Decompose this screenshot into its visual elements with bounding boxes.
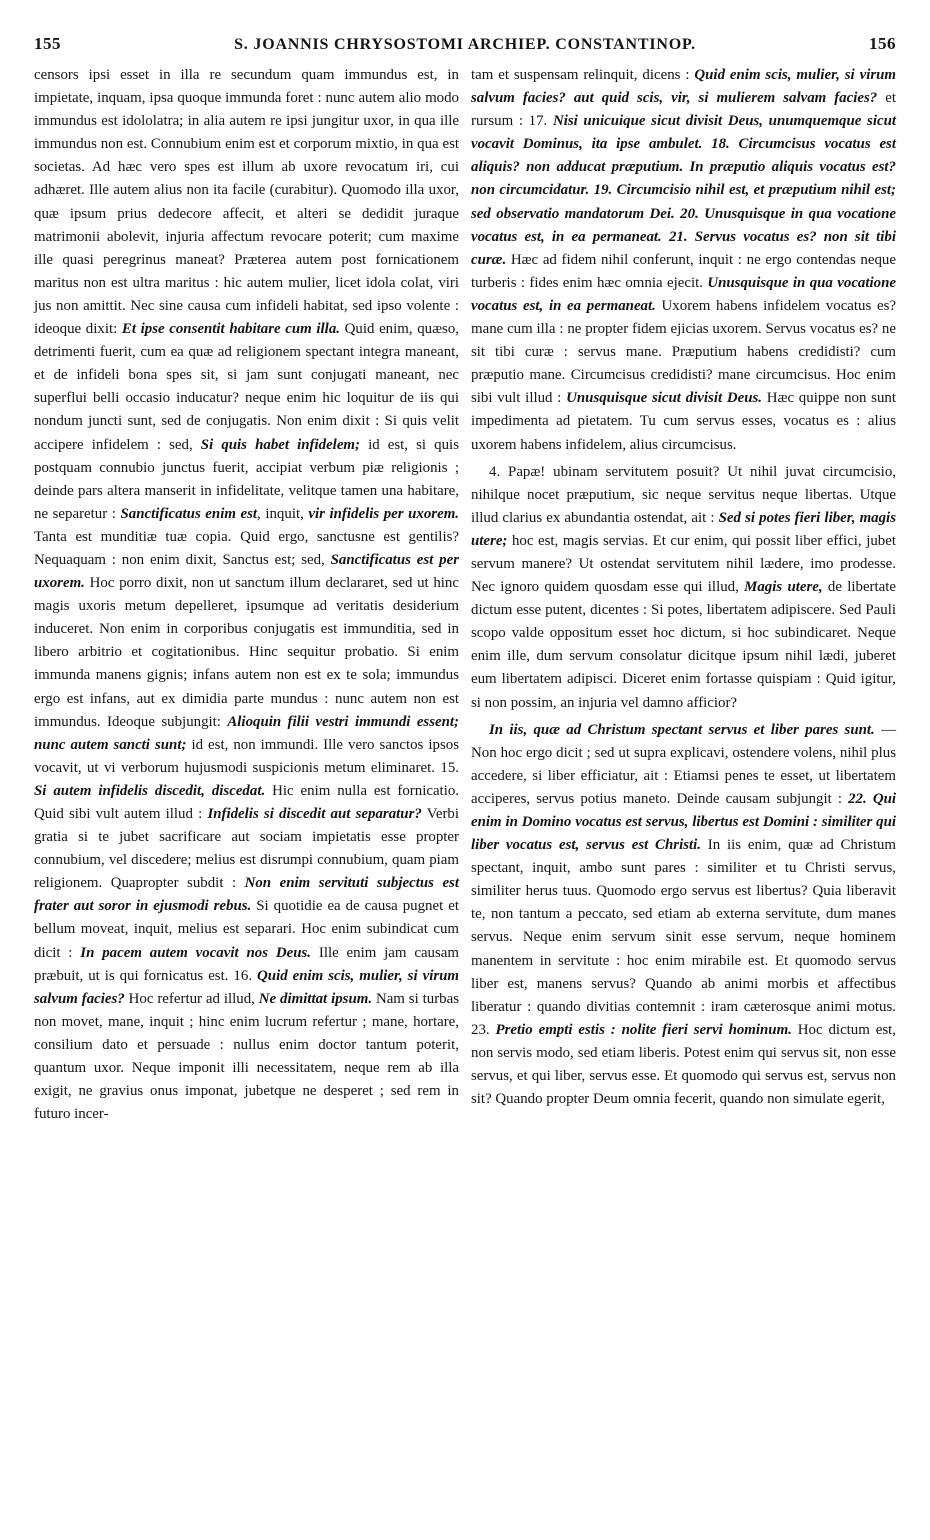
text-run: censors ipsi esset in illa re secundum quam immundus est, in impietate, inquam, ipsa quoque immunda foret : nunc autem alio modo immundus est idololatra; in alia autem re ipsi jungitur uxor, in qua ille immundus non est. Connubium enim est et corporum mixtio, in qua est societas. Ad hæc vero spes est illum ab uxore revocatum iri, cui adhæret. Ille autem alius non ita facile (curabitur). Quomodo illa uxor, quæ ipsum prius dedecore affecit, et alteri se dedidit juraque matrimonii abolevit, injuria affectum revocare poterit; cum maxime ille quasi peregrinus maneat? Præterea autem post fornicationem maritus non est ultra maritus : hic autem mulier, licet idola colat, viri jus non amittit. Nec sine causa cum infideli habitat, sed ipso volente : ideoque dixit: <box>34 67 459 338</box>
running-title: S. JOANNIS CHRYSOSTOMI ARCHIEP. CONSTANTINOP. <box>234 36 696 53</box>
text-run: Hic enim nulla est fornicatio. Quid sibi vult autem illud : <box>34 782 459 822</box>
scripture-quote: Et ipse consentit habitare cum illa. <box>121 321 340 338</box>
text-run: Si quotidie ea de causa pugnet et bellum moveat, inquit, melius est separari. Hoc enim subindicat cum dicit : <box>34 898 459 961</box>
text-run: Tanta est munditiæ tuæ copia. Quid ergo, sanctusne est gentilis? Nequaquam : non enim dixit, Sanctus est; sed, <box>34 528 459 568</box>
section-heading-quote: In iis, quæ ad Christum spectant servus et liber pares sunt. <box>489 721 875 738</box>
scripture-quote: Quid enim scis, mulier, si virum salvum facies? <box>34 967 459 1007</box>
text-run: Uxorem habens infidelem vocatus es? mane cum illa : ne propter fidem ejicias uxorem. Servus vocatus es? ne sit tibi curæ : servus mane. Præputium habens credidisti? cum præputio mane. Circumcisus credidisti? mane circumcisus. Hoc enim sibi vult illud : <box>471 297 896 407</box>
text-run: In iis enim, quæ ad Christum spectant, inquit, ambo sunt pares : similiter et tu Christi servus, similiter herus tuus. Quomodo ergo servus est libertus? Quia liberavit te, non tantum a peccato, sed etiam ab externa servitute, dum manes servus. Neque enim servum sinit esse servum, neque hominem manentem in servitute : hoc enim mirabile est. Et quomodo servus liber est, manens servus? Quando ab animi morbis et affectibus liberatur : quando divitias contemnit : iram cæterosque animi motus. 23. <box>471 837 896 1038</box>
paragraph <box>471 719 896 1112</box>
scripture-quote: Sanctificatus est per uxorem. <box>34 551 459 592</box>
text-run: et rursum : 17. <box>471 90 896 130</box>
page-number-left: 155 <box>34 34 61 53</box>
right-column <box>471 64 896 1126</box>
scripture-quote: Unusquisque in qua vocatione vocatus est, in ea permaneat. <box>471 274 896 314</box>
scripture-quote: Quid enim scis, mulier, si virum salvum facies? aut quid scis, vir, si mulierem salvam facies? <box>471 67 896 107</box>
scripture-quote: Ne dimittat ipsum. <box>258 990 373 1007</box>
scripture-quote: Infidelis si discedit aut separatur? <box>207 806 422 822</box>
scripture-quote: Non enim servituti subjectus est frater aut soror in ejusmodi rebus. <box>34 875 459 915</box>
text-run: id est, si quis postquam connubio junctus fuerit, accipiat verbum piæ religionis ; deinde pars altera manserit in infidelitate, velitque tamen una habitare, ne separetur : <box>34 436 459 522</box>
text-run: Hæc ad fidem nihil conferunt, inquit : ne ergo contendas neque turberis : fides enim hæc omnia ejecit. <box>471 251 896 291</box>
paragraph <box>34 64 459 1126</box>
text-run: Hoc porro dixit, non ut sanctum illum declararet, sed ut hinc magis uxoris metum depelleret, ipsumque ad veritatis desiderium induceret. Non enim in corporibus conjugatis est immunditia, sed in libero arbitrio et cogitationibus. Hinc sequitur probatio. Si enim immunda manens gignis; infans autem non est ex te sola; immundus ergo est infans, aut ex dimidia parte mundus : nunc autem non est immundus. Ideoque subjungit: <box>34 575 459 730</box>
scripture-quote: Pretio empti estis : nolite fieri servi hominum. <box>495 1021 792 1038</box>
text-run: Hoc refertur ad illud, <box>124 990 259 1007</box>
scripture-quote: Nisi unicuique sicut divisit Deus, unumquemque sicut vocavit Dominus, ita ipse ambulet. 18. Circumcisus vocatus est aliquis? non adducat præputium. In præputio aliquis vocatus est? non circumcidatur. 19. Circumcisio nihil est, et præputium nihil est; sed observatio mandatorum Dei. 20. Unusquisque in qua vocatione vocatus est, in ea permaneat. 21. Servus vocatus es? non sit tibi curæ. <box>471 113 896 268</box>
text-run: Verbi gratia si te jubet sacrificare aut sociam impietatis esse propter connubium, vel discedere; melius est disrumpi connubium, quam piam religionem. Quapropter subdit : <box>34 806 459 892</box>
scripture-quote: Si autem infidelis discedit, discedat. <box>34 782 266 799</box>
left-column <box>34 64 459 1126</box>
text-run: Hoc dictum est, non servis modo, sed etiam liberis. Potest enim qui servus sit, non esse servus, et qui liber, servus esse. Et quomodo qui servus est, servus non sit? Quando propter Deum omnia fecerit, quando non simulate egerit, <box>471 1021 896 1108</box>
scripture-quote: 22. Qui enim in Domino vocatus est servus, libertus est Domini : similiter qui liber vocatus est, servus est Christi. <box>471 790 896 854</box>
text-run: 4. Papæ! ubinam servitutem posuit? Ut nihil juvat circumcisio, nihilque nocet præputium, sic neque servitus neque libertas. Utque illud clarius ex abundantia ostendat, ait : <box>471 463 896 526</box>
scripture-quote: In pacem autem vocavit nos Deus. <box>80 944 312 961</box>
scripture-quote: Sed si potes fieri liber, magis utere; <box>471 509 896 549</box>
text-run: Ille enim jam causam præbuit, ut is qui fornicatus est. 16. <box>34 944 459 984</box>
scripture-quote: Sanctificatus enim est <box>120 505 258 522</box>
scripture-quote: Si quis habet infidelem; <box>200 436 360 453</box>
text-run: hoc est, magis servias. Et cur enim, qui possit liber effici, jubet servum manere? Ut ostendat servitutem nihil lædere, imo prodesse. Nec ignoro quidem quosdam esse qui illud, <box>471 532 896 596</box>
text-run: Hæc quippe non sunt impedimenta ad pietatem. Tu cum servus esses, vocatus es : alius uxorem habens infidelem, alius circumcisus. <box>471 390 897 453</box>
text-columns <box>34 64 896 1126</box>
text-run: id est, non immundi. Ille vero sanctos ipsos vocavit, ut vi verborum hujusmodi suspicionis metum eliminaret. 15. <box>34 736 459 776</box>
page-number-right: 156 <box>868 34 896 53</box>
text-run: Quid enim, quæso, detrimenti fuerit, cum ea quæ ad religionem spectant integra maneant, et de infideli bona spes sit, si jam sunt conjugati maneant, nec superflui belli occasio inducatur? neque enim hic loquitur de iis qui nondum juncti sunt, sed de conjugatis. Non enim dixit : Si quis velit accipere infidelem : sed, <box>34 321 460 453</box>
paragraph <box>471 64 896 457</box>
text-run: , inquit, <box>257 505 309 522</box>
paragraph <box>471 461 896 715</box>
text-run: de libertate dictum esse putent, dicentes : Si potes, libertatem adipiscere. Sed Pauli scopo valde oppositum esset hoc dictum, si hoc subindicaret. Neque enim ille, dum servum consolatur dicitque ipsum nihil lædi, juberet eum libertatem adipisci. Diceret enim fortasse quispiam : Quid igitur, si non possim, an injuria vel damno afficior? <box>471 579 897 711</box>
text-run: tam et suspensam relinquit, dicens : <box>471 67 695 83</box>
running-header <box>34 34 896 60</box>
scripture-quote: Magis utere, <box>744 579 823 596</box>
text-run: Nam si turbas non movet, mane, inquit ; hinc enim lucrum refertur ; mane, hortare, consilium dato et persuade : nullus enim doctor tantum poterit, quantum uxor. Neque imponit illi necessitatem, neque rem ab illa exigit, ne gravius onus imponat, jubetque ne desperet ; sed rem in futuro incer- <box>34 990 460 1123</box>
text-run: — Non hoc ergo dicit ; sed ut supra explicavi, ostendere volens, nihil plus accedere, si liber efficiatur, ait : Etiamsi penes te esset, ut libertatem acciperes, servus potius maneto. Deinde causam subjungit : <box>471 721 896 807</box>
scripture-quote: Alioquin filii vestri immundi essent; nunc autem sancti sunt; <box>34 713 460 753</box>
scripture-quote: vir infidelis per uxorem. <box>308 505 460 522</box>
scripture-quote: Unusquisque sicut divisit Deus. <box>566 390 763 407</box>
